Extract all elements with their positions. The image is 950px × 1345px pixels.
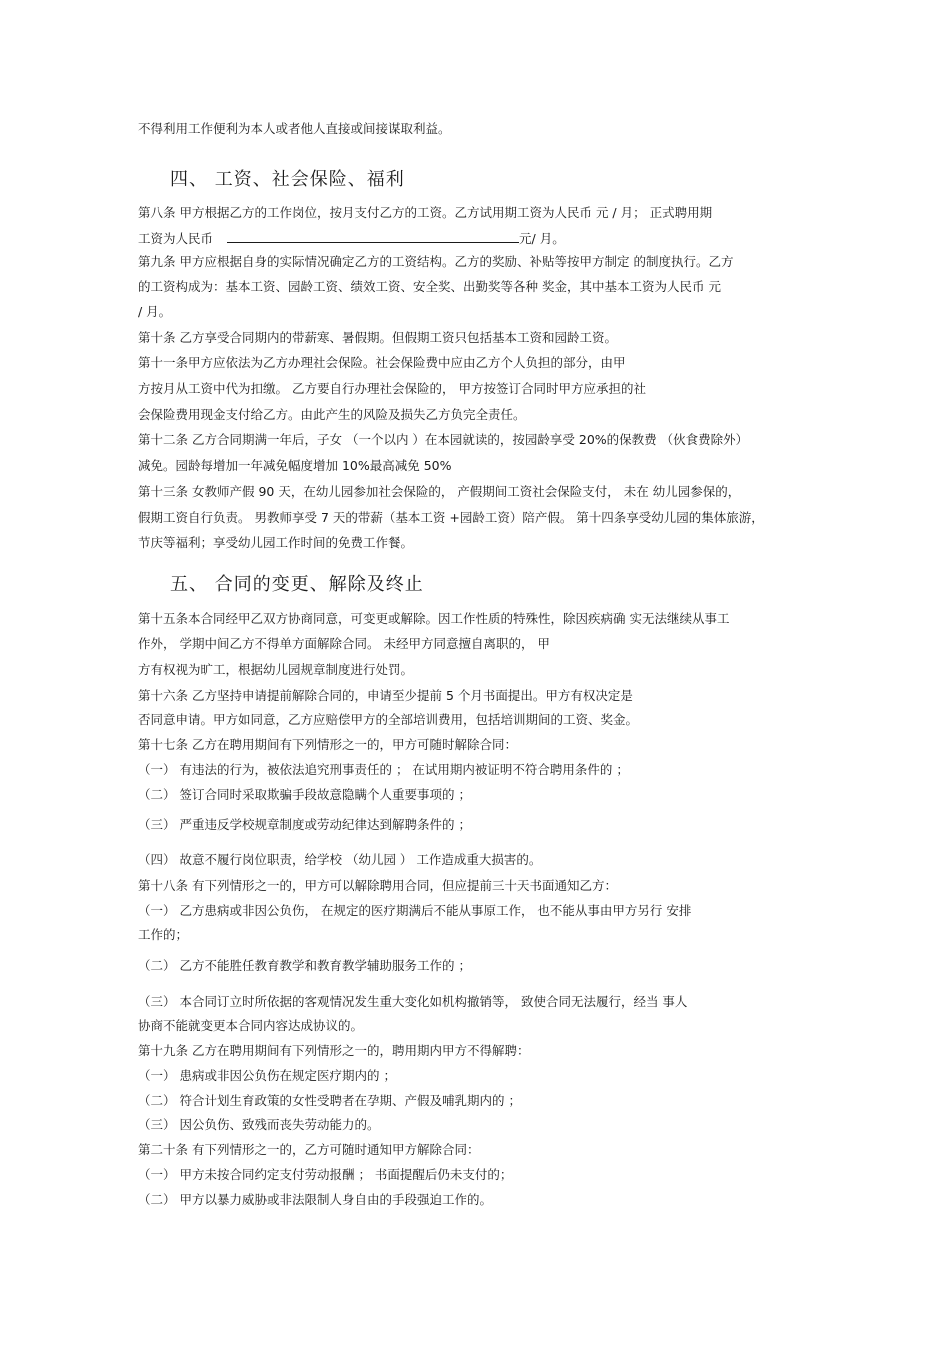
text-line: 第二十条 有下列情形之一的，乙方可随时通知甲方解除合同： — [138, 1142, 480, 1157]
list-item: （二） 甲方以暴力威胁或非法限制人身自由的手段强迫工作的。 — [138, 1192, 492, 1207]
list-item: （一） 甲方未按合同约定支付劳动报酬 ； 书面提醒后仍未支付的； — [138, 1167, 513, 1182]
text-line: 第十六条 乙方坚持申请提前解除合同的，申请至少提前 5 个月书面提出。甲方有权决定是 — [138, 688, 633, 703]
list-item: （三） 严重违反学校规章制度或劳动纪律达到解聘条件的 ； — [138, 817, 471, 832]
text-line: 第十二条 乙方合同期满一年后，子女 （一个以内 ）在本园就读的，按园龄享受 20%的保教费 （伙食费除外） — [138, 432, 749, 447]
salary-blank — [227, 229, 519, 243]
text-line: 不得利用工作便利为本人或者他人直接或间接谋取利益。 — [138, 121, 451, 136]
text-line: 第十九条 乙方在聘用期间有下列情形之一的，聘用期内甲方不得解聘： — [138, 1043, 530, 1058]
text-line: 方按月从工资中代为扣缴。 乙方要自行办理社会保险的， 甲方按签订合同时甲方应承担的社 — [138, 381, 646, 396]
text-line: 第十七条 乙方在聘用期间有下列情形之一的，甲方可随时解除合同： — [138, 737, 517, 752]
text-line: 第十条 乙方享受合同期内的带薪寒、暑假期。但假期工资只包括基本工资和园龄工资。 — [138, 330, 617, 345]
text-line: 第九条 甲方应根据自身的实际情况确定乙方的工资结构。乙方的奖励、补贴等按甲方制定 的制度执行。乙方 — [138, 254, 734, 269]
text-line: 第八条 甲方根据乙方的工作岗位，按月支付乙方的工资。乙方试用期工资为人民币 元 / 月； 正式聘用期 — [138, 205, 713, 220]
text-line: 减免。园龄每增加一年减免幅度增加 10%最高减免 50% — [138, 458, 452, 473]
text-line: 节庆等福利；享受幼儿园工作时间的免费工作餐。 — [138, 535, 414, 550]
text-line: 第十五条本合同经甲乙双方协商同意，可变更或解除。因工作性质的特殊性，除因疾病确 实无法继续从事工 — [138, 611, 730, 626]
salary-suffix: 元/ 月。 — [519, 231, 565, 246]
list-item: （二） 签订合同时采取欺骗手段故意隐瞒个人重要事项的 ； — [138, 787, 471, 802]
list-item: （四） 故意不履行岗位职责，给学校 （幼儿园 ） 工作造成重大损害的。 — [138, 852, 542, 867]
list-item: （一） 患病或非因公负伤在规定医疗期内的 ； — [138, 1068, 396, 1083]
list-item: （三） 因公负伤、致残而丧失劳动能力的。 — [138, 1117, 380, 1132]
text-line: 会保险费用现金支付给乙方。由此产生的风险及损失乙方负完全责任。 — [138, 407, 526, 422]
list-item: （三） 本合同订立时所依据的客观情况发生重大变化如机构撤销等， 致使合同无法履行，经当 事人 — [138, 994, 688, 1009]
text-line: 作外， 学期中间乙方不得单方面解除合同。 未经甲方同意擅自离职的， 甲 — [138, 636, 550, 651]
list-item: （一） 乙方患病或非因公负伤， 在规定的医疗期满后不能从事原工作， 也不能从事由甲方另行 安排 — [138, 903, 692, 918]
text-line: 第十八条 有下列情形之一的，甲方可以解除聘用合同，但应提前三十天书面通知乙方： — [138, 878, 617, 893]
list-item: （二） 符合计划生育政策的女性受聘者在孕期、产假及哺乳期内的 ； — [138, 1093, 521, 1108]
text-line: 的工资构成为：基本工资、园龄工资、绩效工资、安全奖、出勤奖等各种 奖金，其中基本工资为人民币 元 — [138, 279, 721, 294]
text-line: 假期工资自行负责。 男教师享受 7 天的带薪（基本工资 +园龄工资）陪产假。 第十四条享受幼儿园的集体旅游， — [138, 510, 764, 525]
list-item: （一） 有违法的行为，被依法追究刑事责任的 ； 在试用期内被证明不符合聘用条件的 ； — [138, 762, 629, 777]
text-line: 工作的； — [138, 927, 189, 942]
list-item: （二） 乙方不能胜任教育教学和教育教学辅助服务工作的 ； — [138, 958, 471, 973]
salary-line — [138, 229, 818, 247]
text-line: 方有权视为旷工，根据幼儿园规章制度进行处罚。 — [138, 662, 414, 677]
section-heading-4: 四、 工资、社会保险、福利 — [170, 169, 405, 190]
text-line: 否同意申请。甲方如同意，乙方应赔偿甲方的全部培训费用，包括培训期间的工资、奖金。 — [138, 712, 639, 727]
text-line: / 月。 — [138, 304, 172, 319]
salary-prefix: 工资为人民币 — [138, 231, 214, 246]
section-heading-5: 五、 合同的变更、解除及终止 — [170, 574, 424, 595]
text-line: 协商不能就变更本合同内容达成协议的。 — [138, 1018, 364, 1033]
text-line: 第十一条甲方应依法为乙方办理社会保险。社会保险费中应由乙方个人负担的部分，由甲 — [138, 355, 626, 370]
text-line: 第十三条 女教师产假 90 天，在幼儿园参加社会保险的， 产假期间工资社会保险支付， 未在 幼儿园参保的， — [138, 484, 741, 499]
